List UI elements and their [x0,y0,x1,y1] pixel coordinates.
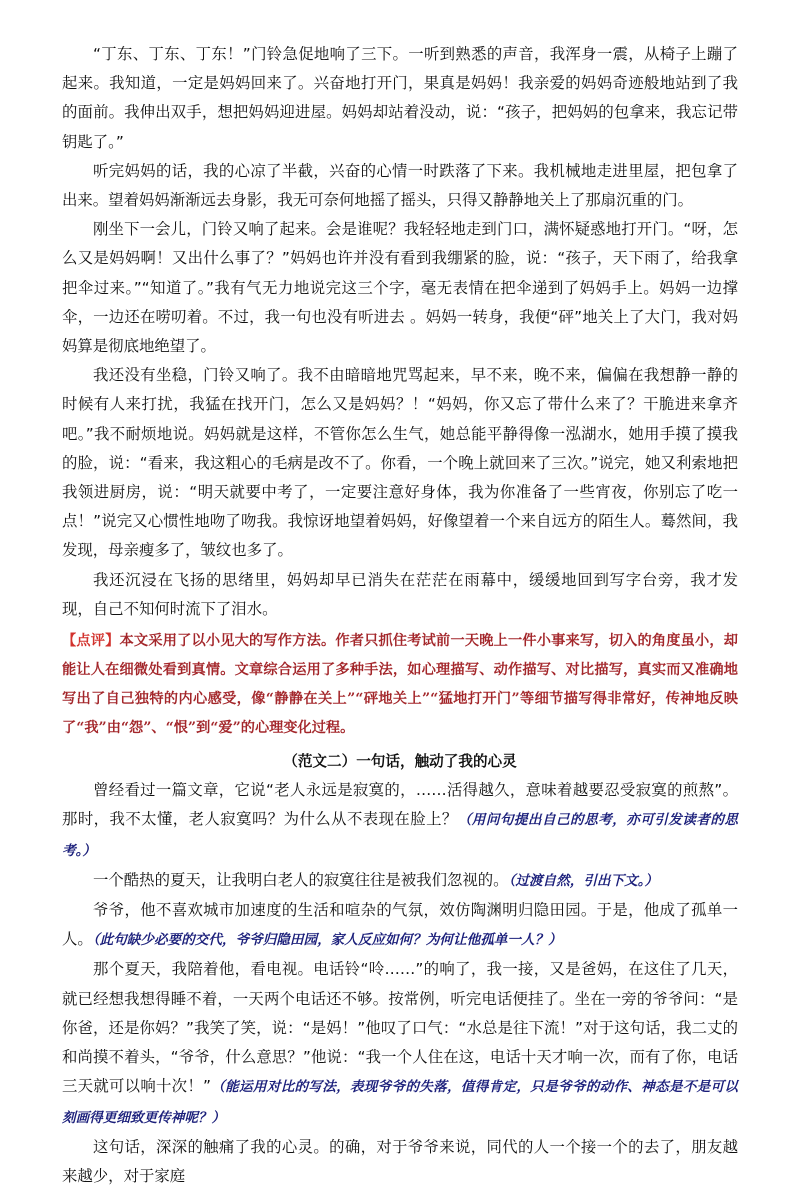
essay1-paragraph-5: 我还沉浸在飞扬的思绪里，妈妈却早已消失在茫茫在雨幕中，缓缓地回到写字台旁，我才发现，自己不知何时流下了泪水。 [62,570,738,618]
document-page [62,40,738,1191]
essay2-p3-text: 爷爷，他不喜欢城市加速度的生活和喧杂的气氛，效仿陶渊明归隐田园。于是，他成了孤单一人。 [62,901,738,949]
essay2-p4-text: 那个夏天，我陪着他，看电视。电话铃“呤……”的响了，我一接，又是爸妈，在这住了几天，就已经想我想得睡不着，一天两个电话还不够。按常例，听完电话便挂了。坐在一旁的爷爷问：“是你爸，还是你妈？”我笑了笑，说：“是妈！”他叹了口气：“水总是往下流！”对于这句话，我二丈的和尚摸不着头，“爷爷，什么意思？”他说：“我一个人住在这，电话十天才响一次，而有了你，电话三天就可以响十次！” [62,960,738,1096]
essay2-p1-annotation: （用问句提出自己的思考，亦可引发读者的思考。） [62,812,738,859]
essay2-paragraph-1 [62,776,738,866]
essay2-paragraph-3 [62,896,738,955]
essay1-paragraph-3: 刚坐下一会儿，门铃又响了起来。会是谁呢？我轻轻地走到门口，满怀疑惑地打开门。“呀，怎么又是妈妈啊！又出什么事了？”妈妈也许并没有看到我绷紧的脸，说：“孩子，天下雨了，给我拿把伞过来。”“知道了。”我有气无力地说完这三个字，毫无表情在把伞递到了妈妈手上。妈妈一边撑伞，一边还在唠叨着。不过，我一句也没有听进去 。妈妈一转身，我便“砰”地关上了大门，我对妈妈算是彻底地绝望了。 [62,220,738,356]
commentary-text: 本文采用了以小见大的写作方法。作者只抓住考试前一天晚上一件小事来写，切入的角度虽小，却能让人在细微处看到真情。文章综合运用了多种手法，如心理描写、动作描写、对比描写，真实而又准确地写出了自己独特的内心感受，像“静静在关上”“砰地关上”“猛地打开门”等细节描写得非常好，传神地反映了“我”由“怨”、“恨”到“爱”的心理变化过程。 [62,633,738,737]
essay2-p4-annotation: （能运用对比的写法，表现爷爷的失落，值得肯定，只是爷爷的动作、神态是不是可以刻画得更细致更传神呢？） [62,1079,738,1126]
commentary-tag: 【点评】 [62,633,120,650]
essay2-paragraph-4 [62,955,738,1132]
essay2-p2-text: 一个酷热的夏天，让我明白老人的寂寞往往是被我们忽视的。 [93,870,509,889]
essay2-paragraph-2 [62,866,738,896]
essay2-p1-text: 曾经看过一篇文章，它说“老人永远是寂寞的，……活得越久，意味着越要忍受寂寞的煎熬”。那时，我不太懂，老人寂寞吗？为什么从不表现在脸上？ [62,781,738,829]
essay2-paragraph-5: 这句话，深深的触痛了我的心灵。的确，对于爷爷来说，同代的人一个接一个的去了，朋友越来越少，对于家庭 [62,1137,738,1185]
essay2-heading: （范文二）一句话，触动了我的心灵 [283,753,517,771]
essay1-commentary [62,627,738,743]
essay2-p2-annotation: （过渡自然，引出下文。） [508,872,659,889]
essay2-p3-annotation: （此句缺少必要的交代，爷爷归隐田园，家人反应如何？为何让他孤单一人？） [92,932,562,949]
essay1-paragraph-4: 我还没有坐稳，门铃又响了。我不由暗暗地咒骂起来，早不来，晚不来，偏偏在我想静一静的时候有人来打扰，我猛在找开门，怎么又是妈妈？！“妈妈，你又忘了带什么来了？干脆进来拿齐吧。”我不耐烦地说。妈妈就是这样，不管你怎么生气，她总能平静得像一泓湖水，她用手摸了摸我的脸，说：“看来，我这粗心的毛病是改不了。你看，一个晚上就回来了三次。”说完，她又利索地把我领进厨房，说：“明天就要中考了，一定要注意好身体，我为你准备了一些宵夜，你别忘了吃一 点！”说完又心惯性地吻了吻我。我惊讶地望着妈妈，好像望着一个来自远方的陌生人。蓦然间，我发现，母亲瘦多了，皱纹也多了。 [62,366,738,560]
essay1-paragraph-2: 听完妈妈的话，我的心凉了半截，兴奋的心情一时跌落了下来。我机械地走进里屋，把包拿了出来。望着妈妈渐渐远去身影，我无可奈何地摇了摇头，只得又静静地关上了那扇沉重的门。 [62,161,738,210]
essay1-paragraph-1: “丁东、丁东、丁东！”门铃急促地响了三下。一听到熟悉的声音，我浑身一震，从椅子上蹦了起来。我知道，一定是妈妈回来了。兴奋地打开门，果真是妈妈！我亲爱的妈妈奇迹般地站到了我的面前。我伸出双手，想把妈妈迎进屋。妈妈却站着没动，说：“孩子，把妈妈的包拿来，我忘记带钥匙了。” [62,45,738,151]
